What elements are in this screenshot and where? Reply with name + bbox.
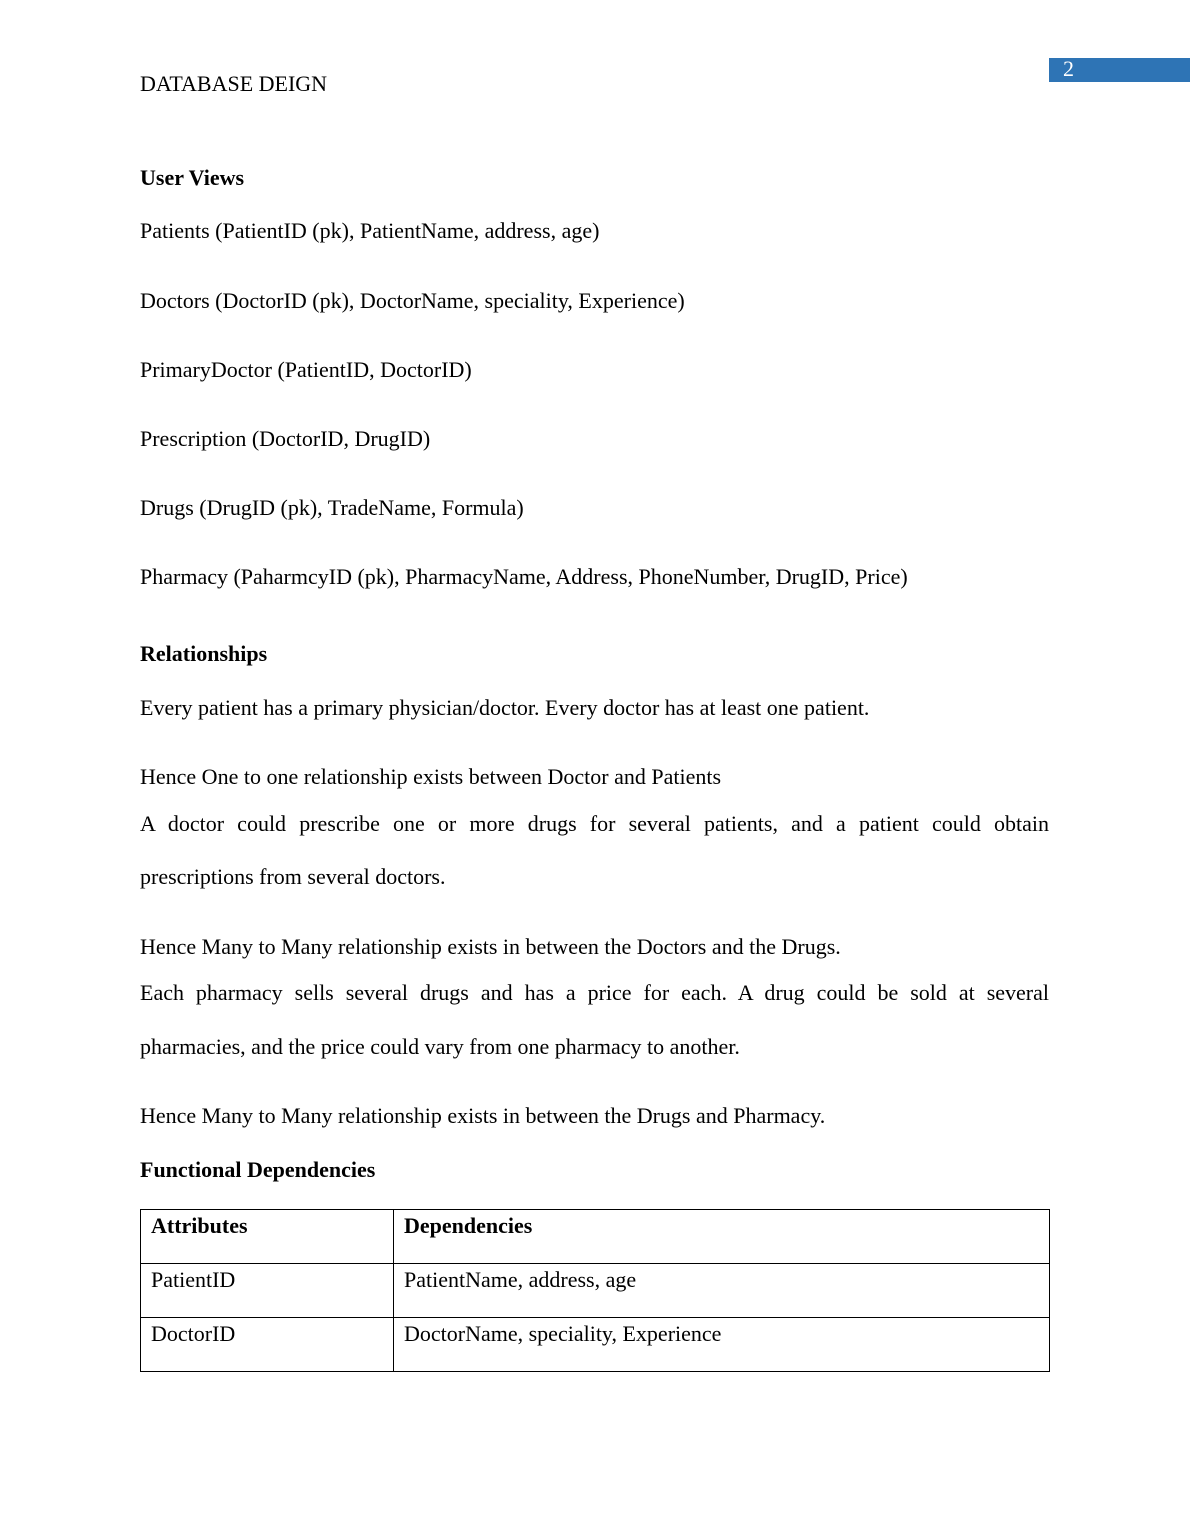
table-cell-attribute: PatientID bbox=[141, 1264, 394, 1318]
user-view-primary-doctor: PrimaryDoctor (PatientID, DoctorID) bbox=[140, 357, 472, 382]
user-view-patients: Patients (PatientID (pk), PatientName, address, age) bbox=[140, 218, 600, 243]
functional-dependencies-heading: Functional Dependencies bbox=[140, 1157, 376, 1182]
relationships-heading: Relationships bbox=[140, 641, 268, 666]
relationship-paragraph: Every patient has a primary physician/doctor. Every doctor has at least one patient. bbox=[140, 695, 870, 720]
relationship-paragraph: Hence One to one relationship exists between Doctor and Patients bbox=[140, 764, 722, 789]
table-cell-dependency: DoctorName, speciality, Experience bbox=[394, 1318, 1050, 1372]
relationship-paragraph: Hence Many to Many relationship exists in between the Drugs and Pharmacy. bbox=[140, 1103, 826, 1128]
user-view-prescription: Prescription (DoctorID, DrugID) bbox=[140, 426, 431, 451]
relationship-paragraph: prescriptions from several doctors. bbox=[140, 864, 446, 889]
table-header-row bbox=[141, 1210, 1050, 1264]
user-views-heading: User Views bbox=[140, 165, 245, 190]
column-header-attributes: Attributes bbox=[141, 1210, 394, 1264]
user-view-pharmacy: Pharmacy (PaharmcyID (pk), PharmacyName, Address, PhoneNumber, DrugID, Price) bbox=[140, 564, 908, 589]
functional-dependencies-table bbox=[140, 1209, 1050, 1372]
page-number-badge bbox=[1049, 58, 1190, 82]
column-header-dependencies: Dependencies bbox=[394, 1210, 1050, 1264]
relationship-paragraph-justified: Each pharmacy sells several drugs and has a price for each. A drug could be sold at several bbox=[140, 980, 1049, 1005]
table-cell-dependency: PatientName, address, age bbox=[394, 1264, 1050, 1318]
user-view-drugs: Drugs (DrugID (pk), TradeName, Formula) bbox=[140, 495, 524, 520]
table-cell-attribute: DoctorID bbox=[141, 1318, 394, 1372]
relationship-paragraph: pharmacies, and the price could vary from one pharmacy to another. bbox=[140, 1034, 740, 1059]
relationship-paragraph-justified: A doctor could prescribe one or more drugs for several patients, and a patient could obtain bbox=[140, 811, 1049, 836]
table-row bbox=[141, 1264, 1050, 1318]
page-number: 2 bbox=[1063, 56, 1074, 81]
running-header: DATABASE DEIGN bbox=[140, 71, 328, 96]
relationship-paragraph: Hence Many to Many relationship exists in between the Doctors and the Drugs. bbox=[140, 934, 841, 959]
user-view-doctors: Doctors (DoctorID (pk), DoctorName, speciality, Experience) bbox=[140, 288, 685, 313]
table-row bbox=[141, 1318, 1050, 1372]
